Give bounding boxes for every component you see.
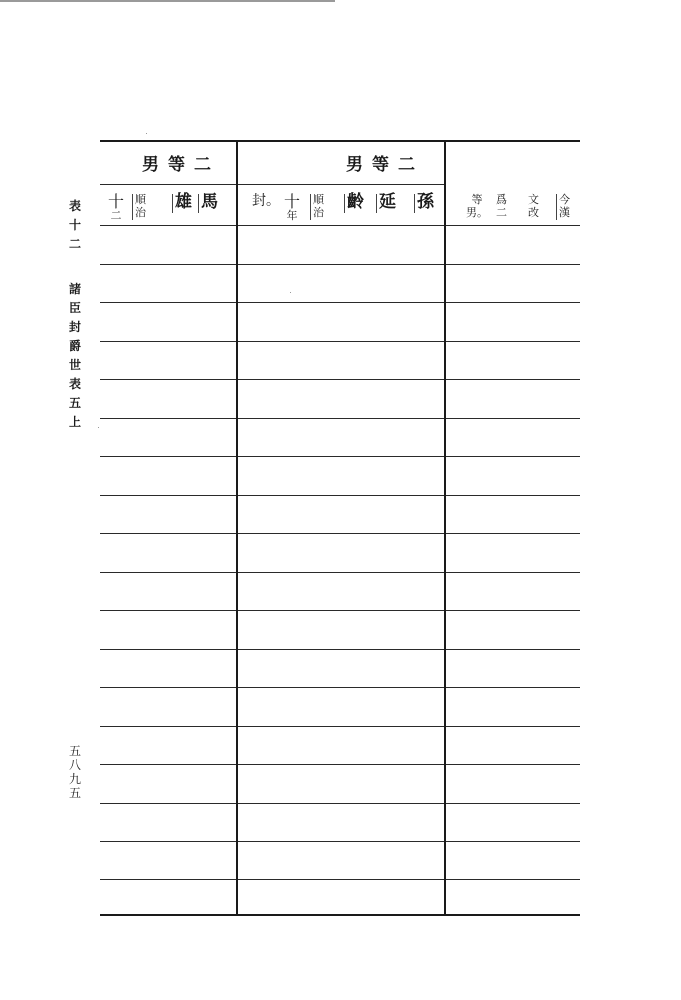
- note-char: 十: [108, 192, 125, 211]
- note-line: [310, 194, 324, 220]
- note-line: [284, 194, 300, 223]
- row-rule: [100, 264, 580, 265]
- rank-heading: 二等男: [346, 155, 424, 175]
- note-char: 封。: [252, 193, 280, 209]
- note-char: 二: [110, 209, 122, 222]
- note-line: [252, 194, 280, 208]
- name-char: 孫: [417, 192, 434, 212]
- row-rule: [100, 726, 580, 727]
- note-char: 二: [496, 206, 507, 219]
- name-char: 延: [379, 192, 396, 212]
- row-rule: [100, 456, 580, 457]
- row-rule: [100, 418, 580, 419]
- note-char: 今: [559, 193, 570, 206]
- note-char: 爲: [496, 193, 507, 206]
- page-number: [66, 745, 84, 801]
- row-rule: [100, 649, 580, 650]
- note-char: 等: [471, 193, 483, 206]
- note-char: 順: [135, 193, 146, 206]
- side-title: [66, 200, 84, 435]
- row-rule: [100, 572, 580, 573]
- row-rule: [100, 610, 580, 611]
- note-char: 治: [135, 206, 146, 219]
- side-title-char: 臣: [68, 301, 81, 315]
- row-rule: [100, 379, 580, 380]
- person-name: [376, 194, 396, 213]
- note-line: [496, 194, 507, 220]
- table-top-rule: [100, 140, 580, 142]
- rank-row-rule: [100, 184, 444, 185]
- note-line: [466, 194, 488, 220]
- side-title-char: 表: [68, 199, 81, 213]
- page-number-char: 五: [68, 744, 81, 758]
- note-char: 順: [313, 193, 324, 206]
- row-rule: [100, 225, 580, 226]
- side-title-char: 諸: [68, 282, 81, 296]
- note-line: [108, 194, 124, 223]
- top-rule: [0, 0, 335, 2]
- note-char: 十: [284, 192, 301, 211]
- person-name: [344, 194, 364, 213]
- rank-heading: 二等男: [142, 155, 220, 175]
- note-char: 年: [286, 209, 298, 222]
- row-rule: [100, 803, 580, 804]
- note-char: 文: [528, 193, 539, 206]
- side-title-char: 十: [68, 218, 81, 232]
- row-rule: [100, 533, 580, 534]
- register-table: [100, 140, 580, 916]
- name-char: 雄: [175, 192, 192, 212]
- note-char: 漢: [559, 206, 570, 219]
- side-title-char: 上: [68, 415, 81, 429]
- row-rule: [100, 687, 580, 688]
- row-rule: [100, 841, 580, 842]
- row-rule: [100, 341, 580, 342]
- row-rule: [100, 764, 580, 765]
- note-char: 治: [313, 206, 324, 219]
- row-rule: [100, 495, 580, 496]
- note-line: [528, 194, 539, 220]
- person-name: [198, 194, 218, 213]
- page-number-char: 八: [68, 758, 81, 772]
- note-char: 男。: [466, 206, 488, 219]
- column-divider: [444, 140, 446, 916]
- note-char: 改: [528, 206, 539, 219]
- note-line: [556, 194, 570, 220]
- row-rule: [100, 879, 580, 880]
- page-number-char: 九: [68, 772, 81, 786]
- column-divider: [236, 140, 238, 916]
- scan-speck: [146, 133, 147, 134]
- scan-speck: [290, 292, 291, 293]
- scan-speck: [98, 427, 99, 428]
- side-title-char: 爵: [68, 339, 81, 353]
- page-number-char: 五: [68, 786, 81, 800]
- side-title-char: 表: [68, 377, 81, 391]
- side-title-char: 世: [68, 358, 81, 372]
- row-rule: [100, 302, 580, 303]
- name-char: 齡: [347, 192, 364, 212]
- person-name: [414, 194, 434, 213]
- side-title-char: 五: [68, 396, 81, 410]
- person-name: [172, 194, 192, 213]
- side-title-char: 二: [68, 237, 81, 251]
- name-char: 馬: [201, 192, 218, 212]
- table-bottom-rule: [100, 914, 580, 916]
- note-line: [132, 194, 146, 220]
- side-title-char: 封: [68, 320, 81, 334]
